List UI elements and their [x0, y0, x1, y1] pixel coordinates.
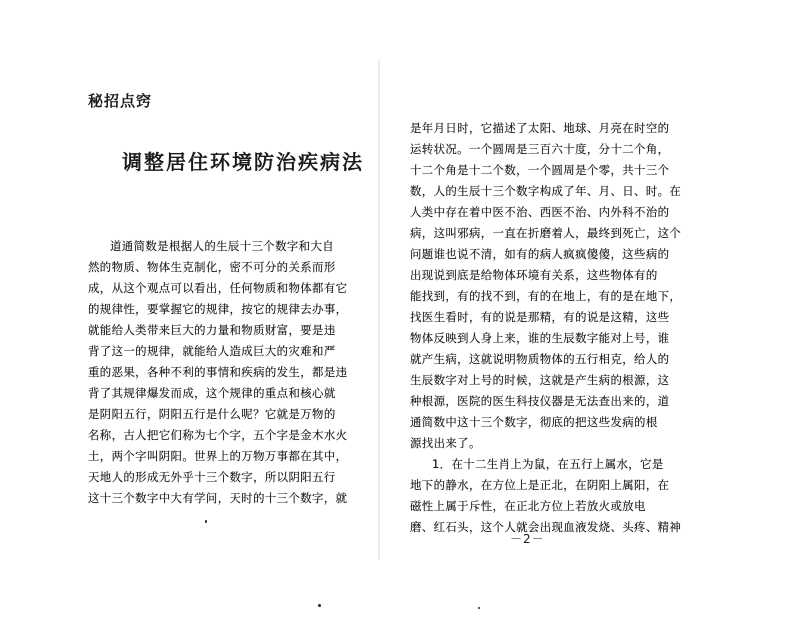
body-line: 磁性上属于斥性，在正北方位上若放火或放电 [410, 499, 646, 513]
body-line: 十二个角是十二个数，一个圆周是个零，共十三个 [410, 163, 670, 177]
body-line: 1．在十二生肖上为鼠，在五行上属水，它是 [432, 457, 664, 471]
body-line: 地下的静水，在方位上是正北，在阴阳上属阳，在 [410, 478, 670, 492]
left-body-text [88, 236, 358, 509]
right-page [380, 0, 793, 635]
body-line: 天地人的形成无外乎十三个数字，所以阴阳五行 [88, 470, 336, 484]
left-page [0, 0, 380, 635]
section-header: 秘招点窍 [88, 92, 153, 110]
body-line: 重的恶果，各种不利的事情和疾病的发生，都是违 [88, 365, 348, 379]
body-line: 磨、红石头，这个人就会出现血液发烧、头疼、精神 [410, 520, 682, 534]
scan-speck [205, 520, 207, 523]
right-body-text [410, 118, 682, 538]
body-line: 就能给人类带来巨大的力量和物质财富，要是违 [88, 323, 336, 337]
body-line: 源找出来了。 [410, 436, 481, 450]
body-line: 运转状况。一个圆周是三百六十度，分十二个角， [410, 142, 670, 156]
body-line: 数，人的生辰十三个数字构成了年、月、日、时。在 [410, 184, 682, 198]
body-line: 能找到，有的找不到，有的在地上，有的是在地下， [410, 289, 682, 303]
page-number: －2－ [510, 532, 545, 546]
body-line: 物体反映到人身上来，谁的生辰数字能对上号，谁 [410, 331, 670, 345]
body-line: 这十三个数字中大有学问，天时的十三个数字，就 [88, 491, 348, 505]
body-line: 种根源，医院的医生科技仪器是无法查出来的，道 [410, 394, 670, 408]
scan-speck [318, 604, 321, 607]
body-line: 通简数中这十三个数字，彻底的把这些发病的根 [410, 415, 658, 429]
body-line: 背了其规律爆发而成，这个规律的重点和核心就 [88, 386, 336, 400]
body-line: 名称，古人把它们称为七个字，五个字是金木水火 [88, 428, 348, 442]
body-line: 问题谁也说不清，如有的病人疯疯傻傻，这些病的 [410, 247, 670, 261]
body-line: 病，这叫邪病，一直在折磨着人，最终到死亡，这个 [410, 226, 682, 240]
body-line: 出现说到底是给物体环境有关系，这些物体有的 [410, 268, 658, 282]
body-line: 人类中存在着中医不治、西医不治、内外科不治的 [410, 205, 670, 219]
body-line: 找医生看时，有的说是那精，有的说是这精，这些 [410, 310, 670, 324]
body-line: 背了这一的规律，就能给人造成巨大的灾难和严 [88, 344, 336, 358]
article-title: 调整居住环境防治疾病法 [122, 150, 364, 174]
body-line: 土，两个字叫阴阳。世界上的万物万事都在其中， [88, 449, 348, 463]
body-line: 成，从这个观点可以看出，任何物质和物体都有它 [88, 281, 348, 295]
body-line: 生辰数字对上号的时候，这就是产生病的根源，这 [410, 373, 670, 387]
body-line: 就产生病，这就说明物质物体的五行相克，给人的 [410, 352, 670, 366]
body-line: 是阴阳五行，阴阳五行是什么呢？它就是万物的 [88, 407, 336, 421]
body-line: 然的物质、物体生克制化，密不可分的关系而形 [88, 260, 336, 274]
body-line: 的规律性，要掌握它的规律，按它的规律去办事， [88, 302, 348, 316]
scan-speck [478, 607, 480, 609]
body-line: 是年月日时，它描述了太阳、地球、月亮在时空的 [410, 121, 670, 135]
body-line: 道通简数是根据人的生辰十三个数字和大自 [110, 239, 335, 253]
